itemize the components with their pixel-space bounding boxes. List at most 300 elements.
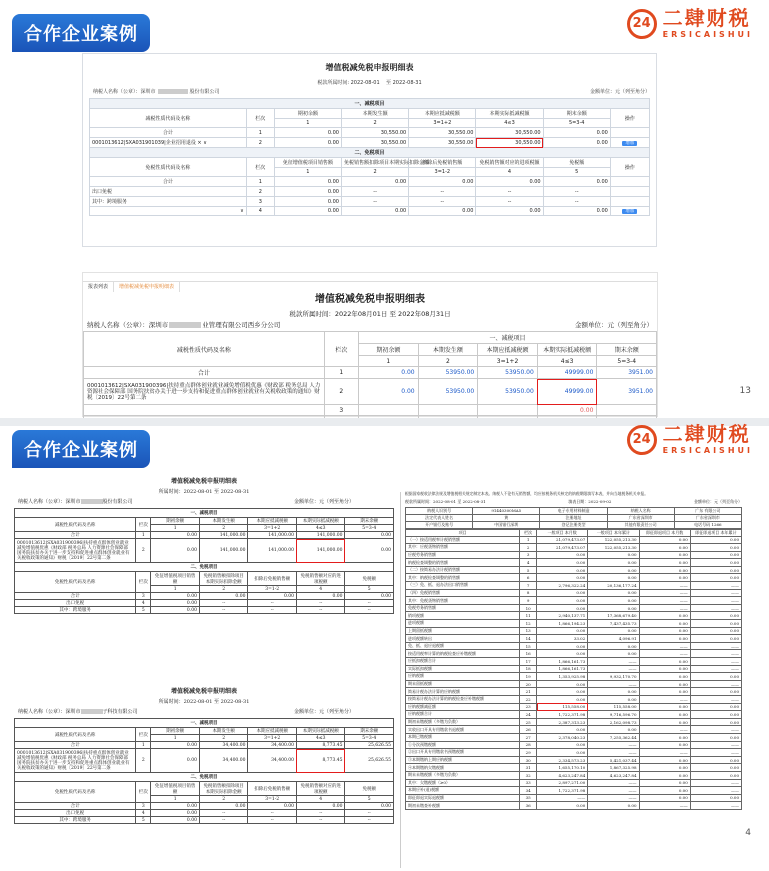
cell: 0.00 [690, 574, 741, 582]
cell: 0.00 [639, 688, 690, 696]
row-no: 5 [136, 817, 151, 824]
cell: 0.00 [248, 593, 297, 600]
cell: 0.00 [690, 544, 741, 552]
cell: 1,722,371.98 [537, 711, 588, 719]
table-row [406, 802, 742, 810]
cell: 0.00 [537, 726, 588, 734]
col-no: 5 [345, 586, 394, 593]
col-header: 期末余额 [345, 518, 394, 525]
section-exemption: 二、免税项目 [15, 563, 394, 572]
cell: —— [690, 642, 741, 650]
cell: 0.00 [151, 803, 200, 810]
row-label: 实际抵扣税额 [406, 665, 520, 673]
table-row [15, 810, 394, 817]
cell: 17,368,679.40 [588, 612, 639, 620]
reduction-policy-text: 0001013612|SXA031900396|扶持重点群体创业就业减免增值税优惠《财政部 税务总局 人力资源社会保障部 国务院扶贫办关于进一步支持和促进重点群体创业就业有关税收政策的通知》财税〔2019〕22号第二条 [15, 539, 136, 563]
col-no: 3=1-2 [409, 168, 476, 177]
cell: 0.00 [537, 802, 588, 810]
cell: 0.00 [151, 600, 200, 607]
cell: 0.00 [151, 742, 200, 749]
cell: 53950.00 [478, 367, 538, 379]
col-header: 本期实际抵减税额 [296, 728, 345, 735]
cell: —— [690, 802, 741, 810]
col-no: 1 [151, 735, 200, 742]
table-row [406, 574, 742, 582]
col-no: 4≤3 [476, 119, 543, 128]
row-label: 出口免税 [15, 810, 136, 817]
row-label: ③本期缴纳上期应纳税额 [406, 756, 520, 764]
col-header: 一般项目 本年累计 [588, 529, 639, 536]
declaration-screenshot-a [82, 53, 657, 247]
cell: —— [588, 741, 639, 749]
col-name: 减税性质代码及名称 [15, 518, 136, 532]
table-row [406, 673, 742, 681]
col-no: 3=1+2 [248, 525, 297, 532]
logo-text-cn: 二肆财税 [662, 422, 751, 446]
table-row [406, 756, 742, 764]
cell: 0.00 [537, 589, 588, 597]
col-action: 操作 [610, 158, 649, 177]
col-header: 期末余额 [345, 728, 394, 735]
highlighted-actual-reduction: 141,000.00 [296, 539, 345, 563]
table-row [406, 718, 742, 726]
period-to: 至 2022-08-31 [386, 80, 422, 86]
cell: 141,000.00 [296, 532, 345, 539]
cell: —— [690, 582, 741, 590]
row-label: ②出口开具专用缴款书预缴税额 [406, 749, 520, 757]
cell: 0.00 [690, 756, 741, 764]
table-row [406, 627, 742, 635]
row-label: 合计 [15, 593, 136, 600]
add-button[interactable]: 增加 [622, 209, 637, 214]
cell: -- [199, 600, 248, 607]
cell: -- [342, 197, 409, 207]
col-closing: 期末余额 [543, 109, 610, 119]
row-label: 本期应补(退)税额 [406, 787, 520, 795]
form-title: 增值税减免税申报明细表 [170, 478, 237, 485]
cell: 30,550.00 [409, 138, 476, 148]
row-no: 36 [520, 802, 537, 810]
cell: 20,136,177.24 [588, 582, 639, 590]
table-row [406, 536, 742, 544]
col-name: 免税性质代码及名称 [15, 572, 136, 593]
row-no: 11 [520, 612, 537, 620]
col-header: 免税销售额扣除项目本期实际扣除金额 [199, 782, 248, 796]
cell: —— [690, 589, 741, 597]
table-row: ∨ 4 0.00 0.00 0.00 0.00 0.00 增加 [90, 207, 650, 216]
table-row [406, 650, 742, 658]
table-row [406, 589, 742, 597]
tab-report-list[interactable]: 报表列表 [83, 281, 114, 292]
table-row [406, 749, 742, 757]
col-header: 期初余额 [359, 344, 419, 356]
cell[interactable]: 53950.00 [418, 379, 478, 405]
cell: —— [690, 597, 741, 605]
cell: 1,722,371.98 [537, 787, 588, 795]
col-row: 栏次 [246, 109, 274, 128]
cell: —— [639, 802, 690, 810]
cell: 0.00 [345, 803, 394, 810]
cell: 141,000.00 [248, 532, 297, 539]
table-row: 出口免税 2 0.00 -- -- -- -- [90, 187, 650, 197]
cell: -- [409, 187, 476, 197]
cell: 0.00 [409, 207, 476, 216]
table-row: 合计 1 0.00 0.00 0.00 0.00 0.00 [90, 177, 650, 187]
row-no: 3 [520, 551, 537, 559]
cell: 0.00 [537, 574, 588, 582]
col-header: 本期发生额 [418, 344, 478, 356]
cell: -- [248, 817, 297, 824]
cell: 0.00 [476, 177, 543, 187]
row-label: 出口免税 [90, 187, 247, 197]
cell: 0.00 [151, 593, 200, 600]
table-row [406, 771, 742, 779]
row-no: 20 [520, 680, 537, 688]
table-row [15, 742, 394, 749]
table-row [15, 532, 394, 539]
row-no: 7 [520, 582, 537, 590]
cell: 0.00 [690, 733, 741, 741]
table-row [15, 803, 394, 810]
cell: 0.00 [690, 559, 741, 567]
cell: 1,353,925.98 [537, 673, 588, 681]
taxpayer-info-table [405, 507, 742, 529]
cell: 0.00 [151, 607, 200, 614]
table-row [15, 817, 394, 824]
industry: 电子专用材料制造 [540, 507, 607, 514]
row-label: （三）免、抵、退办法出口销售额 [406, 582, 520, 590]
cell[interactable]: 0.00 [476, 207, 543, 216]
cell: 0.00 [588, 574, 639, 582]
row-no: 2 [246, 138, 274, 148]
cell: 25,626.55 [345, 742, 394, 749]
cell: 0.00 [639, 733, 690, 741]
cell: 0.00 [690, 703, 741, 711]
row-label: 出口免税 [15, 600, 136, 607]
table-row [406, 658, 742, 666]
col-header: 项目 [406, 529, 520, 536]
cell: 122,055,213.30 [588, 544, 639, 552]
logo-text-en: ERSICAISHUI [662, 30, 753, 39]
cell: 2,378,040.23 [537, 733, 588, 741]
slide-1 [0, 0, 769, 418]
period: 所属时间：2022-08-01 至 2022-08-31 [158, 699, 250, 705]
col-no: 2 [199, 525, 248, 532]
cell: -- [248, 607, 297, 614]
cell: 0.00 [639, 794, 690, 802]
cell: 0.00 [588, 604, 639, 612]
cell: —— [639, 582, 690, 590]
row-no: 15 [520, 642, 537, 650]
period: 所属时间：2022-08-01 至 2022-08-31 [158, 489, 250, 495]
row-label: 免、抵、退应退税额 [406, 642, 520, 650]
section-reduction: 一、减税项目 [15, 509, 394, 518]
col-no: 3=1+2 [248, 735, 297, 742]
cell: —— [639, 650, 690, 658]
cell: —— [690, 787, 741, 795]
col-no: 1 [274, 168, 341, 177]
cell: 1,866,161.73 [537, 658, 588, 666]
cell: -- [296, 607, 345, 614]
cell: —— [690, 726, 741, 734]
cell: 0.00 [537, 680, 588, 688]
row-no: 2 [520, 544, 537, 552]
highlighted-actual-reduction[interactable]: 30,550.00 [476, 138, 543, 148]
cell: 8,773.45 [296, 742, 345, 749]
cell[interactable]: 0.00 [342, 207, 409, 216]
cell: 0.00 [639, 673, 690, 681]
col-no: 1 [151, 525, 200, 532]
cell: -- [345, 600, 394, 607]
row-no: 5 [520, 566, 537, 574]
cell: 4,623,247.84 [537, 771, 588, 779]
cell[interactable]: 0.00 [274, 138, 341, 148]
col-action: 操作 [610, 109, 649, 128]
cell: 0.00 [639, 612, 690, 620]
cell: 0.00 [639, 787, 690, 795]
col-no: 3=1-2 [248, 796, 297, 803]
logo-text-en: ERSICAISHUI [662, 446, 753, 455]
col-no: 1 [359, 356, 419, 367]
cell: 0.00 [588, 650, 639, 658]
info-value: 广东省深圳市 [674, 514, 741, 521]
col-no: 5 [543, 168, 610, 177]
cell: 0.00 [588, 566, 639, 574]
table-row [15, 593, 394, 600]
col-header: 免税销售额扣除项目本期实际扣除金额 [342, 158, 409, 168]
col-no: 1 [151, 796, 200, 803]
col-no: 2 [199, 796, 248, 803]
row-label: 期末未缴税额（多缴为负数） [406, 771, 520, 779]
section-exemption: 二、免税项目 [15, 773, 394, 782]
col-no: 4≤3 [296, 735, 345, 742]
table-row [406, 604, 742, 612]
table-row [406, 544, 742, 552]
cell: 30,550.00 [476, 128, 543, 138]
cell: —— [588, 665, 639, 673]
cell: -- [543, 197, 610, 207]
cell: —— [690, 779, 741, 787]
cell: —— [588, 749, 639, 757]
table-row [406, 635, 742, 643]
cell: 2,387,313.23 [537, 718, 588, 726]
info-value: 中国银行深圳 [473, 521, 540, 528]
exemption-code-select[interactable]: ∨ [90, 207, 247, 216]
tab-vat-reduction[interactable]: 增值税减免税申报明细表 [114, 281, 180, 292]
cell: 0.00 [639, 680, 690, 688]
cell: 0.00 [639, 658, 690, 666]
col-header: 本期实际抵减税额 [537, 344, 597, 356]
col-name: 减税性质代码及名称 [90, 109, 247, 128]
cell: 30,550.00 [409, 128, 476, 138]
row-no: 16 [520, 650, 537, 658]
cell: 7,437,435.73 [588, 620, 639, 628]
cell: 0.00 [537, 650, 588, 658]
period: 税款所属时间：2022-08-01 至 2022-08-31 [405, 498, 486, 504]
row-label: 合计 [84, 367, 325, 379]
row-label: 实收出口开具专用缴款书退税额 [406, 726, 520, 734]
table-row [406, 787, 742, 795]
slide-2 [0, 422, 769, 871]
add-button[interactable]: 增加 [622, 141, 637, 146]
cell: 0.00 [690, 764, 741, 772]
cell: 1,867,325.98 [588, 764, 639, 772]
row-label: 应纳税额合计 [406, 711, 520, 719]
row-label: 本期已缴税额 [406, 733, 520, 741]
amount-unit: 金额单位：元（列至角分） [293, 499, 354, 505]
form-title: 增值税减免税申报明细表 [170, 688, 237, 695]
cell: 0.00 [639, 559, 690, 567]
cell: 141,000.00 [199, 532, 248, 539]
cell: 0.00 [151, 539, 200, 563]
row-label: 其中：纳税检查调整的销售额 [406, 574, 520, 582]
cell: -- [199, 810, 248, 817]
slide-title: 合作企业案例 [12, 430, 150, 468]
cell: 0.00 [639, 711, 690, 719]
col-header: 本期应抵减税额 [248, 518, 297, 525]
row-no: 1 [246, 128, 274, 138]
cell: 0.00 [639, 566, 690, 574]
cell: 0.00 [296, 803, 345, 810]
cell: 9,716,596.70 [588, 711, 639, 719]
cell: 4,623,247.84 [588, 771, 639, 779]
col-row: 栏次 [246, 158, 274, 177]
cell: 0.00 [274, 128, 341, 138]
table-row [90, 128, 650, 138]
cell: 0.00 [639, 574, 690, 582]
cell: 2,334,573.23 [537, 756, 588, 764]
row-no: 22 [520, 695, 537, 703]
cell: -- [296, 600, 345, 607]
cell[interactable]: 0.00 [274, 187, 341, 197]
cell: 0.00 [690, 673, 741, 681]
table-row [406, 726, 742, 734]
col-actual: 本期实际抵减税额 [476, 109, 543, 119]
row-label: 期末留抵税额 [406, 680, 520, 688]
amount-unit: 金额单位：元（列至角分） [589, 89, 650, 95]
cell[interactable]: 0.00 [274, 207, 341, 216]
row-label: 期初未缴查补税额 [406, 802, 520, 810]
row-label: 应纳税额减征额 [406, 703, 520, 711]
cell: 0.00 [151, 749, 200, 773]
col-current: 本期发生额 [342, 109, 409, 119]
col-no: 2 [199, 735, 248, 742]
reduction-code-select[interactable]: 0001013612|SXA031901039|企业招用退役 × ∨ [90, 138, 247, 148]
col-deductible: 本期应抵减税额 [409, 109, 476, 119]
brand-logo [627, 8, 753, 39]
row-no: 4 [520, 559, 537, 567]
cell: 0.00 [537, 749, 588, 757]
taxpayer-name: 纳税人名称（公章）：深圳市 [93, 89, 156, 95]
table-row [406, 779, 742, 787]
row-no: 1 [520, 536, 537, 544]
col-no: 4≤3 [296, 525, 345, 532]
table-row: 其中：跨境服务 3 0.00 -- -- -- -- [90, 197, 650, 207]
row-label: 纳税检查调整的销售额 [406, 559, 520, 567]
col-opening: 期初余额 [274, 109, 341, 119]
cell: —— [639, 589, 690, 597]
table-row [406, 665, 742, 673]
cell[interactable]: 30,550.00 [342, 138, 409, 148]
col-header: 即征即退项目 本月数 [639, 529, 690, 536]
row-label: 合计 [15, 742, 136, 749]
info-label: 开户银行及账号 [406, 521, 473, 528]
info-label: 纳税人名称 [607, 507, 674, 514]
cell: 0.00 [151, 817, 200, 824]
cell: 0.00 [345, 532, 394, 539]
page-number: 4 [745, 828, 751, 838]
cell: 0.00 [639, 718, 690, 726]
cell: 0.00 [639, 665, 690, 673]
cell: -- [476, 197, 543, 207]
cell: 0.00 [639, 756, 690, 764]
highlighted-actual-reduction: 8,773.45 [296, 749, 345, 773]
table-row [15, 600, 394, 607]
cell: 0.00 [690, 566, 741, 574]
cell: —— [690, 650, 741, 658]
row-no: 6 [520, 574, 537, 582]
logo-circle-icon: 24 [627, 425, 657, 455]
row-label: （四）免税销售额 [406, 589, 520, 597]
cell: —— [690, 741, 741, 749]
cell: 7,255,362.44 [588, 733, 639, 741]
table-row [15, 539, 394, 563]
info-value: 1266 [711, 521, 722, 527]
row-label: 其中：免税货物销售额 [406, 597, 520, 605]
col-header: 本期应抵减税额 [478, 344, 538, 356]
col-no: 4 [296, 796, 345, 803]
taxpayer-name: 纳税人名称（公章）：深圳市 [87, 321, 169, 329]
cell[interactable]: 0.00 [274, 197, 341, 207]
col-no: 4≤3 [537, 356, 597, 367]
row-label: 按适用税率计算的纳税检查应补缴税额 [406, 650, 520, 658]
amount-unit: 金额单位：元（列至角分） [693, 498, 742, 504]
cell: -- [543, 187, 610, 197]
cell: 0.00 [199, 593, 248, 600]
table-row [406, 741, 742, 749]
highlighted-actual-reduction[interactable]: 49999.00 [537, 379, 597, 405]
row-no: 31 [520, 764, 537, 772]
cell: 2,940,137.71 [537, 612, 588, 620]
cell: 0.00 [690, 620, 741, 628]
form-title: 增值税减免税申报明细表 [325, 63, 414, 72]
cell: 0.00 [639, 741, 690, 749]
col-header: 扣除后免税销售额 [409, 158, 476, 168]
col-header: 扣除后免税销售额 [248, 572, 297, 586]
row-no: 35 [520, 794, 537, 802]
cell: 141,000.00 [248, 539, 297, 563]
info-value: 91440300MA5 [473, 507, 540, 514]
row-label: 其中：应税货物销售额 [406, 544, 520, 552]
reduction-table [83, 331, 657, 427]
cell: 0.00 [537, 695, 588, 703]
table-row [406, 559, 742, 567]
cell: 34,400.00 [248, 749, 297, 773]
cell: 25,626.55 [345, 749, 394, 773]
col-header: 本期发生额 [199, 728, 248, 735]
cell[interactable]: 0.00 [359, 379, 419, 405]
cell: 0.00 [690, 627, 741, 635]
cell: 0.00 [639, 703, 690, 711]
col-header: 免税销售额对应的进项税额 [296, 572, 345, 586]
row-no: 9 [520, 597, 537, 605]
table-row [406, 794, 742, 802]
cell: -- [345, 810, 394, 817]
cell: 0.00 [588, 642, 639, 650]
row-label: 其中：跨境服务 [15, 607, 136, 614]
row-label: 免税劳务销售额 [406, 604, 520, 612]
section-reduction: 一、减税项目 [15, 719, 394, 728]
